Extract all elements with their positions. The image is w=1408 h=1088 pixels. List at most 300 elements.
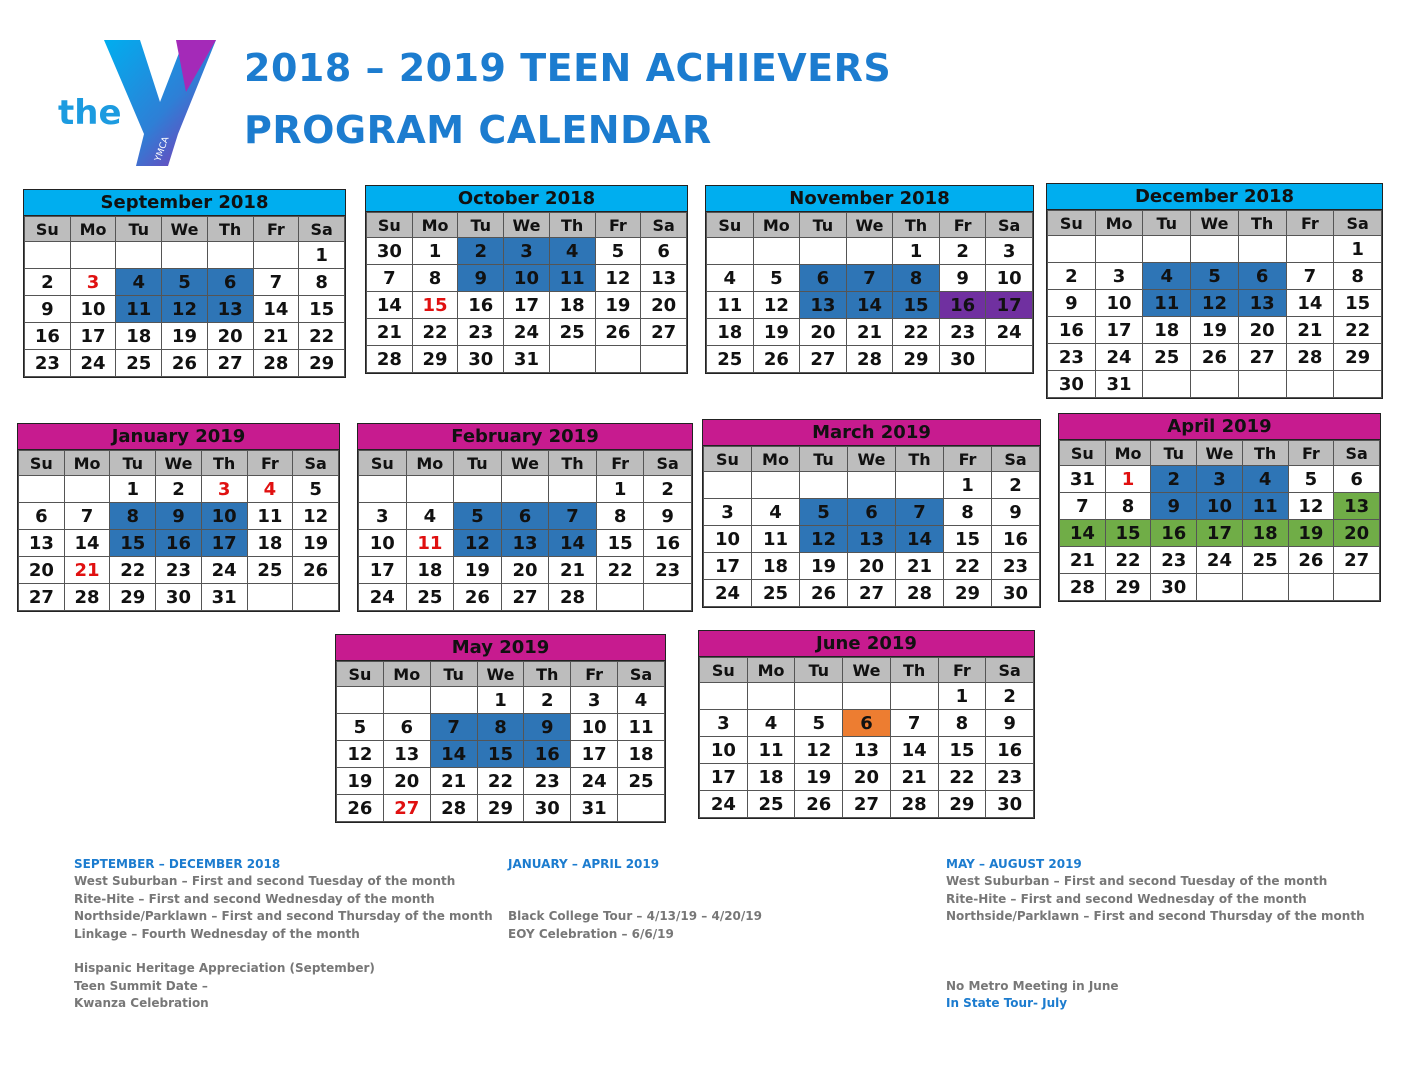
calendar-day-cell: 14 (253, 296, 299, 323)
calendar-week-row (1060, 547, 1380, 574)
calendar-day-cell: 11 (707, 292, 754, 319)
calendar-november-2018 (705, 185, 1034, 374)
calendar-day-cell: 21 (253, 323, 299, 350)
calendar-day-cell: 28 (549, 584, 597, 611)
calendar-day-cell: 14 (64, 530, 110, 557)
calendar-week-row (707, 238, 1033, 265)
calendar-day-cell (596, 584, 644, 611)
calendar-week-row (359, 557, 692, 584)
calendar-day-cell: 14 (430, 741, 477, 768)
calendar-day-cell: 22 (1334, 317, 1382, 344)
calendar-day-cell: 31 (1060, 466, 1106, 493)
calendar-day-cell: 21 (846, 319, 893, 346)
day-of-week-header: Su (367, 213, 413, 238)
day-of-week-header: We (477, 662, 524, 687)
calendar-week-row (367, 292, 687, 319)
calendar-day-cell (1238, 236, 1286, 263)
calendar-day-cell: 9 (25, 296, 71, 323)
note-line: Hispanic Heritage Appreciation (September) (74, 961, 375, 976)
calendar-day-cell (1191, 236, 1239, 263)
calendar-day-cell: 4 (247, 476, 293, 503)
calendar-week-row (1060, 466, 1380, 493)
day-of-week-header: Fr (944, 447, 992, 472)
calendar-day-cell: 25 (752, 580, 800, 607)
calendar-day-cell: 5 (800, 499, 848, 526)
calendar-day-cell: 22 (412, 319, 458, 346)
calendar-day-cell: 8 (477, 714, 524, 741)
calendar-week-row (337, 768, 665, 795)
calendar-day-cell: 12 (337, 741, 384, 768)
calendar-week-row (707, 292, 1033, 319)
note-line: Rite-Hite – First and second Wednesday of the month (74, 891, 435, 906)
calendar-day-cell (359, 476, 407, 503)
calendar-day-cell: 16 (644, 530, 692, 557)
day-of-week-header: Tu (800, 447, 848, 472)
calendar-day-cell: 30 (367, 238, 413, 265)
calendar-month-title: December 2018 (1047, 184, 1382, 210)
calendar-day-cell: 31 (571, 795, 618, 822)
calendar-week-row (1060, 520, 1380, 547)
calendar-week-row (707, 319, 1033, 346)
calendar-day-cell: 5 (337, 714, 384, 741)
calendar-day-cell: 4 (1242, 466, 1288, 493)
calendar-june-2019 (698, 630, 1035, 819)
calendar-day-cell: 5 (454, 503, 502, 530)
day-of-week-header: Fr (247, 451, 293, 476)
day-of-week-header: Mo (64, 451, 110, 476)
day-of-week-header: Tu (458, 213, 504, 238)
calendar-week-row (337, 714, 665, 741)
calendar-day-cell: 7 (430, 714, 477, 741)
calendar-month-title: June 2019 (699, 631, 1034, 657)
svg-text:the: the (58, 93, 122, 133)
calendar-day-cell: 16 (939, 292, 986, 319)
note-line: West Suburban – First and second Tuesday of the month (74, 874, 456, 889)
calendar-day-cell (25, 242, 71, 269)
day-of-week-header: Th (1238, 211, 1286, 236)
calendar-day-cell (707, 238, 754, 265)
day-of-week-header: Mo (1105, 441, 1151, 466)
calendar-day-cell: 30 (1048, 371, 1096, 398)
calendar-day-cell: 8 (1105, 493, 1151, 520)
calendar-day-cell: 8 (893, 265, 940, 292)
day-of-week-header: Fr (571, 662, 618, 687)
calendar-day-cell: 23 (1048, 344, 1096, 371)
calendar-day-cell: 26 (293, 557, 339, 584)
calendar-day-cell: 2 (524, 687, 571, 714)
calendar-day-cell: 10 (1197, 493, 1243, 520)
calendar-week-row (25, 242, 345, 269)
calendar-day-cell (1095, 236, 1143, 263)
calendar-week-row (704, 580, 1040, 607)
calendar-day-cell: 9 (1151, 493, 1197, 520)
day-of-week-header: We (843, 658, 891, 683)
calendar-day-cell: 2 (939, 238, 986, 265)
day-of-week-header: Fr (1286, 211, 1334, 236)
calendar-day-cell: 14 (846, 292, 893, 319)
day-of-week-header: Su (25, 217, 71, 242)
day-of-week-header: Mo (383, 662, 430, 687)
day-of-week-header: Tu (110, 451, 156, 476)
calendar-week-row (19, 476, 339, 503)
calendar-day-cell: 10 (700, 737, 748, 764)
note-line: Teen Summit Date – (74, 978, 208, 993)
calendar-day-cell: 28 (64, 584, 110, 611)
calendar-day-cell: 3 (201, 476, 247, 503)
calendar-day-cell: 9 (156, 503, 202, 530)
calendar-month-title: April 2019 (1059, 414, 1380, 440)
calendar-day-cell: 5 (795, 710, 843, 737)
calendar-day-cell (618, 795, 665, 822)
calendar-day-cell: 21 (430, 768, 477, 795)
page-subtitle: PROGRAM CALENDAR (244, 108, 712, 152)
day-of-week-header: Mo (412, 213, 458, 238)
calendar-month-title: March 2019 (703, 420, 1040, 446)
calendar-week-row (1048, 236, 1382, 263)
calendar-day-cell: 16 (992, 526, 1040, 553)
calendar-day-cell: 12 (293, 503, 339, 530)
calendar-day-cell: 13 (843, 737, 891, 764)
day-of-week-header: We (1191, 211, 1239, 236)
calendar-day-cell: 26 (753, 346, 800, 373)
calendar-day-cell: 1 (1334, 236, 1382, 263)
calendar-day-cell: 1 (477, 687, 524, 714)
calendar-day-cell: 28 (896, 580, 944, 607)
calendar-day-cell: 10 (504, 265, 550, 292)
calendar-day-cell: 23 (524, 768, 571, 795)
calendar-day-cell: 15 (477, 741, 524, 768)
calendar-day-cell: 10 (70, 296, 116, 323)
calendar-day-cell: 18 (549, 292, 595, 319)
calendar-day-cell: 28 (1286, 344, 1334, 371)
calendar-day-cell: 10 (571, 714, 618, 741)
calendar-day-cell: 11 (549, 265, 595, 292)
day-of-week-header: Fr (1288, 441, 1334, 466)
calendar-september-2018 (23, 189, 346, 378)
calendar-day-cell: 29 (110, 584, 156, 611)
calendar-day-cell: 6 (383, 714, 430, 741)
calendar-day-cell: 14 (1060, 520, 1106, 547)
calendar-day-cell: 19 (595, 292, 641, 319)
calendar-day-cell: 20 (843, 764, 891, 791)
calendar-day-cell: 16 (524, 741, 571, 768)
calendar-day-cell: 18 (707, 319, 754, 346)
calendar-day-cell: 31 (1095, 371, 1143, 398)
day-of-week-header: Su (1048, 211, 1096, 236)
calendar-day-cell (890, 683, 938, 710)
calendar-day-cell: 8 (1334, 263, 1382, 290)
note-line: Black College Tour – 4/13/19 – 4/20/19 (508, 909, 762, 924)
calendar-week-row (25, 296, 345, 323)
calendar-week-row (337, 687, 665, 714)
day-of-week-header: Tu (116, 217, 162, 242)
calendar-day-cell: 2 (644, 476, 692, 503)
calendar-week-row (700, 683, 1034, 710)
calendar-day-cell: 10 (704, 526, 752, 553)
calendar-day-cell: 16 (156, 530, 202, 557)
day-of-week-header: Mo (747, 658, 795, 683)
calendar-day-cell: 31 (201, 584, 247, 611)
calendar-day-cell: 4 (549, 238, 595, 265)
calendar-day-cell: 28 (1060, 574, 1106, 601)
calendar-day-cell: 20 (501, 557, 549, 584)
calendar-day-cell: 1 (944, 472, 992, 499)
day-of-week-header: Mo (70, 217, 116, 242)
calendar-day-cell (70, 242, 116, 269)
day-of-week-header: Mo (406, 451, 454, 476)
calendar-day-cell (896, 472, 944, 499)
calendar-day-cell: 14 (1286, 290, 1334, 317)
calendar-day-cell: 1 (110, 476, 156, 503)
calendar-week-row (707, 265, 1033, 292)
calendar-day-cell (843, 683, 891, 710)
day-of-week-header: Sa (299, 217, 345, 242)
calendar-day-cell: 6 (1334, 466, 1380, 493)
calendar-day-cell: 27 (501, 584, 549, 611)
calendar-day-cell (406, 476, 454, 503)
calendar-week-row (359, 476, 692, 503)
calendar-day-cell: 17 (704, 553, 752, 580)
calendar-may-2019 (335, 634, 666, 823)
calendar-day-cell: 17 (1197, 520, 1243, 547)
calendar-day-cell (1334, 371, 1382, 398)
calendar-day-cell: 26 (337, 795, 384, 822)
calendar-week-row (700, 710, 1034, 737)
calendar-day-cell: 23 (644, 557, 692, 584)
calendar-day-cell: 15 (596, 530, 644, 557)
calendar-day-cell: 22 (596, 557, 644, 584)
calendar-day-cell: 2 (992, 472, 1040, 499)
day-of-week-header: Sa (992, 447, 1040, 472)
calendar-day-cell: 7 (64, 503, 110, 530)
calendar-day-cell: 13 (641, 265, 687, 292)
day-of-week-header: We (846, 213, 893, 238)
calendar-day-cell: 17 (986, 292, 1033, 319)
calendar-day-cell: 4 (1143, 263, 1191, 290)
calendar-day-cell: 11 (618, 714, 665, 741)
calendar-day-cell: 21 (64, 557, 110, 584)
calendar-day-cell: 13 (1334, 493, 1380, 520)
calendar-day-cell (207, 242, 253, 269)
calendar-day-cell (1191, 371, 1239, 398)
calendar-day-cell: 17 (504, 292, 550, 319)
day-of-week-header: We (504, 213, 550, 238)
calendar-day-cell: 18 (116, 323, 162, 350)
calendar-day-cell: 27 (848, 580, 896, 607)
calendar-day-cell: 19 (1191, 317, 1239, 344)
calendar-day-cell: 19 (162, 323, 208, 350)
calendar-day-cell: 29 (299, 350, 345, 377)
day-of-week-header: Mo (753, 213, 800, 238)
day-of-week-header: Th (890, 658, 938, 683)
calendar-day-cell: 6 (19, 503, 65, 530)
calendar-day-cell: 11 (1242, 493, 1288, 520)
calendar-day-cell: 8 (938, 710, 986, 737)
calendar-day-cell (1242, 574, 1288, 601)
calendar-day-cell: 20 (800, 319, 847, 346)
notes-heading: JANUARY – APRIL 2019 (508, 857, 660, 871)
day-of-week-header: Fr (253, 217, 299, 242)
day-of-week-header: Su (19, 451, 65, 476)
calendar-day-cell: 22 (477, 768, 524, 795)
calendar-day-cell: 13 (800, 292, 847, 319)
day-of-week-header: Th (549, 451, 597, 476)
calendar-day-cell: 10 (986, 265, 1033, 292)
calendar-day-cell (1143, 236, 1191, 263)
calendar-day-cell (293, 584, 339, 611)
calendar-day-cell: 29 (412, 346, 458, 373)
day-of-week-header: Su (704, 447, 752, 472)
calendar-day-cell: 3 (704, 499, 752, 526)
calendar-day-cell: 19 (795, 764, 843, 791)
calendar-day-cell: 22 (1105, 547, 1151, 574)
calendar-day-cell: 8 (596, 503, 644, 530)
calendar-day-cell (846, 238, 893, 265)
calendar-day-cell: 20 (848, 553, 896, 580)
calendar-day-cell (501, 476, 549, 503)
calendar-week-row (337, 741, 665, 768)
calendar-october-2018 (365, 185, 688, 374)
calendar-day-cell: 22 (944, 553, 992, 580)
calendar-day-cell: 4 (752, 499, 800, 526)
calendar-day-cell: 24 (1197, 547, 1243, 574)
calendar-day-cell: 11 (116, 296, 162, 323)
calendar-month-title: February 2019 (358, 424, 692, 450)
calendar-day-cell (848, 472, 896, 499)
calendar-day-cell: 26 (595, 319, 641, 346)
calendar-day-cell: 11 (1143, 290, 1191, 317)
page-title: 2018 – 2019 TEEN ACHIEVERS (244, 46, 892, 90)
calendar-day-cell: 18 (1143, 317, 1191, 344)
calendar-day-cell: 27 (1334, 547, 1380, 574)
calendar-day-cell (752, 472, 800, 499)
day-of-week-header: Sa (641, 213, 687, 238)
calendar-day-cell: 17 (201, 530, 247, 557)
calendar-day-cell: 30 (939, 346, 986, 373)
calendar-day-cell: 15 (893, 292, 940, 319)
calendar-day-cell: 27 (1238, 344, 1286, 371)
calendar-day-cell: 2 (1048, 263, 1096, 290)
calendar-week-row (25, 350, 345, 377)
calendar-day-cell: 4 (618, 687, 665, 714)
calendar-day-cell: 3 (504, 238, 550, 265)
calendar-day-cell (644, 584, 692, 611)
calendar-day-cell: 25 (247, 557, 293, 584)
calendar-day-cell: 21 (367, 319, 413, 346)
calendar-week-row (1048, 344, 1382, 371)
calendar-day-cell: 23 (992, 553, 1040, 580)
calendar-week-row (1048, 290, 1382, 317)
calendar-day-cell: 24 (201, 557, 247, 584)
calendar-day-cell: 13 (1238, 290, 1286, 317)
calendar-week-row (359, 530, 692, 557)
notes-heading: MAY – AUGUST 2019 (946, 857, 1082, 871)
calendar-day-cell (162, 242, 208, 269)
calendar-day-cell (247, 584, 293, 611)
calendar-day-cell: 3 (1197, 466, 1243, 493)
calendar-day-cell: 13 (501, 530, 549, 557)
calendar-day-cell: 9 (939, 265, 986, 292)
calendar-day-cell: 28 (430, 795, 477, 822)
calendar-day-cell (430, 687, 477, 714)
calendar-day-cell: 12 (454, 530, 502, 557)
calendar-day-cell: 26 (795, 791, 843, 818)
calendar-day-cell: 28 (253, 350, 299, 377)
calendar-day-cell (595, 346, 641, 373)
day-of-week-header: Fr (938, 658, 986, 683)
calendar-day-cell: 2 (458, 238, 504, 265)
calendar-day-cell: 18 (752, 553, 800, 580)
calendar-day-cell: 25 (1242, 547, 1288, 574)
calendar-day-cell: 5 (753, 265, 800, 292)
calendar-day-cell (19, 476, 65, 503)
calendar-day-cell: 27 (207, 350, 253, 377)
calendar-december-2018 (1046, 183, 1383, 399)
day-of-week-header: Th (207, 217, 253, 242)
calendar-day-cell: 17 (1095, 317, 1143, 344)
calendar-week-row (1048, 317, 1382, 344)
calendar-day-cell: 28 (846, 346, 893, 373)
day-of-week-header: Mo (752, 447, 800, 472)
calendar-day-cell: 30 (156, 584, 202, 611)
calendar-day-cell: 20 (1238, 317, 1286, 344)
calendar-day-cell: 21 (1060, 547, 1106, 574)
calendar-day-cell: 20 (19, 557, 65, 584)
day-of-week-header: Th (524, 662, 571, 687)
calendar-week-row (1048, 371, 1382, 398)
calendar-day-cell: 17 (700, 764, 748, 791)
calendar-week-row (700, 791, 1034, 818)
calendar-day-cell (253, 242, 299, 269)
calendar-day-cell: 12 (162, 296, 208, 323)
calendar-day-cell (641, 346, 687, 373)
calendar-day-cell: 3 (1095, 263, 1143, 290)
calendar-day-cell: 27 (843, 791, 891, 818)
calendar-day-cell (1238, 371, 1286, 398)
day-of-week-header: Su (707, 213, 754, 238)
calendar-day-cell: 8 (110, 503, 156, 530)
calendar-day-cell (454, 476, 502, 503)
calendar-day-cell: 7 (253, 269, 299, 296)
calendar-day-cell: 2 (156, 476, 202, 503)
day-of-week-header: Th (201, 451, 247, 476)
notes-jan-apr (508, 856, 762, 943)
calendar-day-cell: 30 (1151, 574, 1197, 601)
note-line: Kwanza Celebration (74, 996, 209, 1011)
calendar-week-row (359, 503, 692, 530)
calendar-day-cell: 4 (707, 265, 754, 292)
calendar-day-cell: 7 (896, 499, 944, 526)
calendar-day-cell: 21 (896, 553, 944, 580)
calendar-day-cell: 17 (571, 741, 618, 768)
calendar-week-row (367, 319, 687, 346)
calendar-day-cell: 27 (383, 795, 430, 822)
calendar-week-row (1060, 574, 1380, 601)
day-of-week-header: Sa (986, 658, 1034, 683)
calendar-day-cell: 19 (800, 553, 848, 580)
calendar-day-cell: 13 (19, 530, 65, 557)
calendar-day-cell: 3 (359, 503, 407, 530)
day-of-week-header: Su (359, 451, 407, 476)
calendar-day-cell: 1 (1105, 466, 1151, 493)
calendar-day-cell: 30 (524, 795, 571, 822)
calendar-day-cell: 26 (800, 580, 848, 607)
day-of-week-header: We (1197, 441, 1243, 466)
calendar-week-row (707, 346, 1033, 373)
calendar-day-cell: 6 (843, 710, 891, 737)
calendar-month-title: January 2019 (18, 424, 339, 450)
calendar-day-cell: 7 (846, 265, 893, 292)
